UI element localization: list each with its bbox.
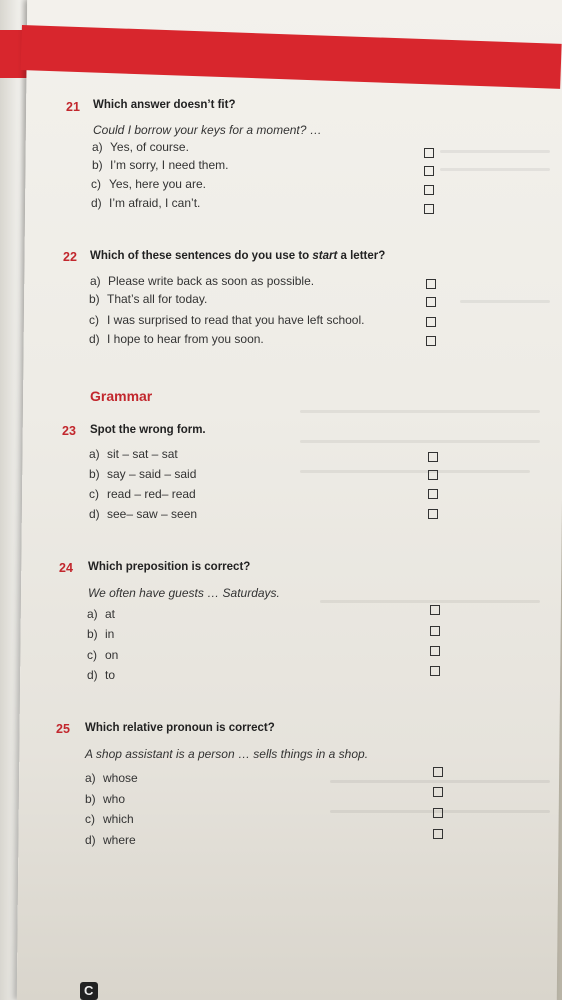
question-title: Which answer doesn’t fit?: [93, 99, 236, 111]
answer-checkbox-a[interactable]: [433, 767, 443, 777]
option-b: b) I’m sorry, I need them.: [92, 158, 229, 172]
question-title: Which of these sentences do you use to start a letter?: [90, 250, 386, 262]
option-a: a) at: [87, 607, 116, 621]
answer-checkbox-c[interactable]: [428, 489, 438, 499]
answer-checkbox-d[interactable]: [424, 204, 434, 214]
option-d: d) where: [85, 833, 136, 847]
question-number: 23: [62, 424, 76, 438]
option-d: d) see– saw – seen: [89, 507, 198, 521]
answer-checkbox-b[interactable]: [424, 166, 434, 176]
answer-checkbox-d[interactable]: [430, 666, 440, 676]
option-c: c) I was surprised to read that you have left school.: [89, 313, 365, 327]
question-number: 22: [63, 250, 77, 264]
option-c: c) on: [87, 648, 119, 662]
question-prompt: Could I borrow your keys for a moment? …: [93, 123, 322, 137]
answer-checkbox-a[interactable]: [428, 452, 438, 462]
question-number: 24: [59, 561, 73, 575]
option-b: b) That’s all for today.: [89, 292, 208, 306]
answer-checkbox-b[interactable]: [433, 787, 443, 797]
option-c: c) which: [85, 812, 134, 826]
option-a: a) Yes, of course.: [92, 140, 189, 154]
option-b: b) who: [85, 792, 126, 806]
question-prompt: We often have guests … Saturdays.: [88, 586, 280, 600]
option-a: a) whose: [85, 771, 138, 785]
question-number: 21: [66, 100, 80, 114]
question-title: Spot the wrong form.: [90, 424, 206, 436]
answer-checkbox-d[interactable]: [426, 336, 436, 346]
section-heading: Grammar: [90, 388, 153, 404]
option-b: b) say – said – said: [89, 467, 197, 481]
question-title: Which relative pronoun is correct?: [85, 722, 275, 734]
option-a: a) sit – sat – sat: [89, 447, 178, 461]
question-number: 25: [56, 722, 70, 736]
answer-checkbox-d[interactable]: [433, 829, 443, 839]
option-d: d) to: [87, 668, 116, 682]
option-a: a) Please write back as soon as possible.: [90, 274, 315, 288]
option-b: b) in: [87, 627, 115, 641]
publisher-logo-icon: [80, 982, 98, 1000]
question-title: Which preposition is correct?: [88, 561, 251, 573]
answer-checkbox-d[interactable]: [428, 509, 438, 519]
answer-checkbox-c[interactable]: [426, 317, 436, 327]
option-c: c) Yes, here you are.: [91, 177, 206, 191]
answer-checkbox-a[interactable]: [424, 148, 434, 158]
answer-checkbox-a[interactable]: [430, 605, 440, 615]
answer-checkbox-c[interactable]: [433, 808, 443, 818]
option-c: c) read – red– read: [89, 487, 196, 501]
question-prompt: A shop assistant is a person … sells things in a shop.: [85, 747, 369, 761]
answer-checkbox-c[interactable]: [424, 185, 434, 195]
answer-checkbox-b[interactable]: [428, 470, 438, 480]
option-d: d) I’m afraid, I can’t.: [91, 196, 201, 210]
option-d: d) I hope to hear from you soon.: [89, 332, 264, 346]
answer-checkbox-b[interactable]: [426, 297, 436, 307]
answer-checkbox-b[interactable]: [430, 626, 440, 636]
answer-checkbox-c[interactable]: [430, 646, 440, 656]
answer-checkbox-a[interactable]: [426, 279, 436, 289]
